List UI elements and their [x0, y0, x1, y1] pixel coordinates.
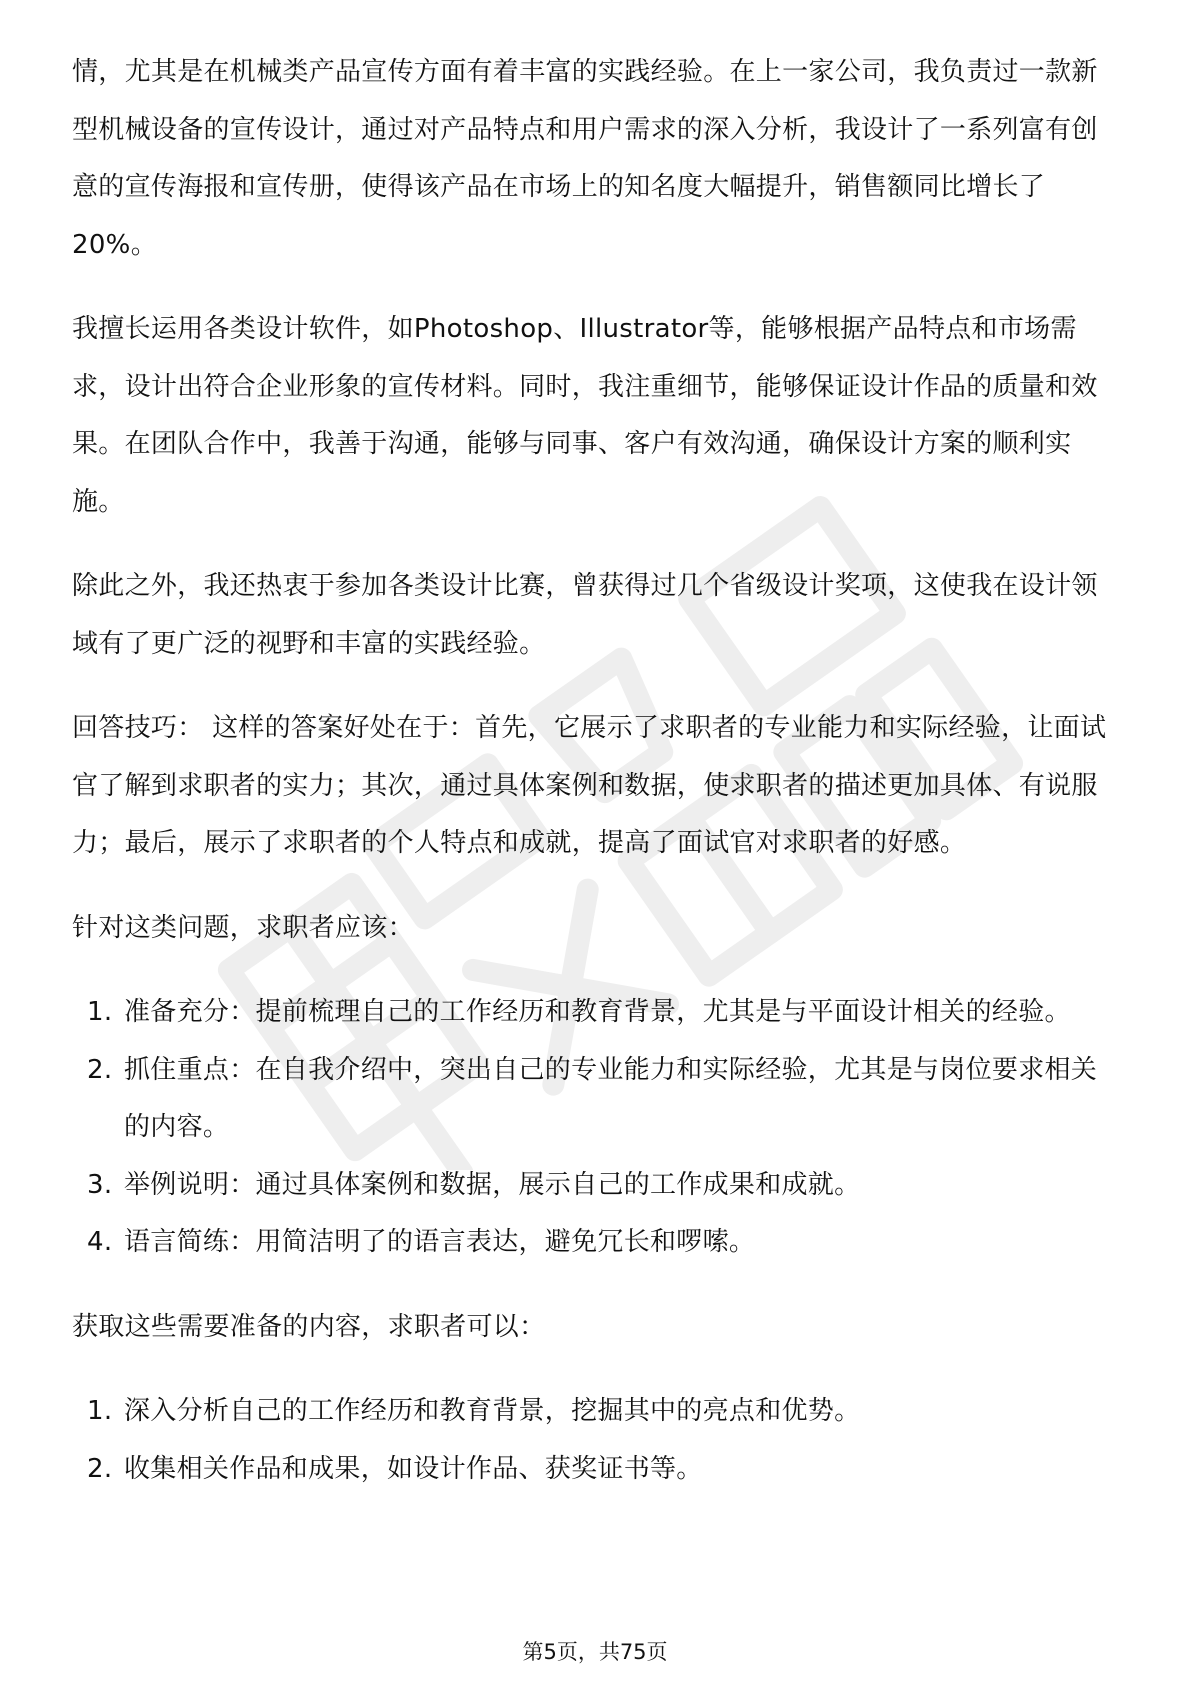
paragraph-awards: 除此之外，我还热衷于参加各类设计比赛，曾获得过几个省级设计奖项，这使我在设计领域有了更广泛的视野和丰富的实践经验。 [72, 571, 1098, 659]
page-number: 第5页，共75页 [522, 1640, 668, 1664]
paragraph-experience: 情，尤其是在机械类产品宣传方面有着丰富的实践经验。在上一家公司，我负责过一款新型机械设备的宣传设计，通过对产品特点和用户需求的深入分析，我设计了一系列富有创意的宣传海报和宣传册，使得该产品在市场上的知名度大幅提升，销售额同比增长了20%。 [72, 57, 1098, 260]
document-body [72, 44, 1122, 1525]
list-item [72, 1042, 1122, 1157]
list-item-number: 1. [87, 997, 113, 1027]
list-item [72, 1383, 1122, 1441]
list-item-text: 准备充分：提前梳理自己的工作经历和教育背景，尤其是与平面设计相关的经验。 [124, 997, 1071, 1027]
list-item-number: 4. [87, 1227, 113, 1257]
list-item [72, 984, 1122, 1042]
list-item-number: 2. [87, 1054, 113, 1085]
advice-list [72, 984, 1122, 1272]
paragraph-preparation-intro: 获取这些需要准备的内容，求职者可以： [72, 1311, 546, 1342]
list-item-number: 3. [87, 1169, 113, 1200]
paragraph-skills: 我擅长运用各类设计软件，如Photoshop、Illustrator等，能够根据产品特点和市场需求，设计出符合企业形象的宣传材料。同时，我注重细节，能够保证设计作品的质量和效果。在团队合作中，我善于沟通，能够与同事、客户有效沟通，确保设计方案的顺利实施。 [72, 314, 1098, 517]
list-item [72, 1214, 1122, 1272]
list-item-number: 1. [87, 1396, 113, 1426]
list-item [72, 1441, 1122, 1499]
list-item-number: 2. [87, 1453, 113, 1484]
preparation-list [72, 1383, 1122, 1498]
paragraph-answer-tips: 回答技巧： 这样的答案好处在于：首先，它展示了求职者的专业能力和实际经验，让面试官了解到求职者的实力；其次，通过具体案例和数据，使求职者的描述更加具体、有说服力；最后，展示了求职者的个人特点和成就，提高了面试官对求职者的好感。 [72, 713, 1107, 858]
paragraph-advice-intro: 针对这类问题，求职者应该： [72, 912, 414, 943]
list-item-text: 语言简练：用简洁明了的语言表达，避免冗长和啰嗦。 [124, 1227, 756, 1257]
list-item-text: 举例说明：通过具体案例和数据，展示自己的工作成果和成就。 [124, 1169, 861, 1200]
list-item-text: 抓住重点：在自我介绍中，突出自己的专业能力和实际经验，尤其是与岗位要求相关的内容。 [124, 1054, 1098, 1142]
list-item [72, 1157, 1122, 1215]
list-item-text: 深入分析自己的工作经历和教育背景，挖掘其中的亮点和优势。 [124, 1396, 861, 1426]
list-item-text: 收集相关作品和成果，如设计作品、获奖证书等。 [124, 1453, 703, 1484]
